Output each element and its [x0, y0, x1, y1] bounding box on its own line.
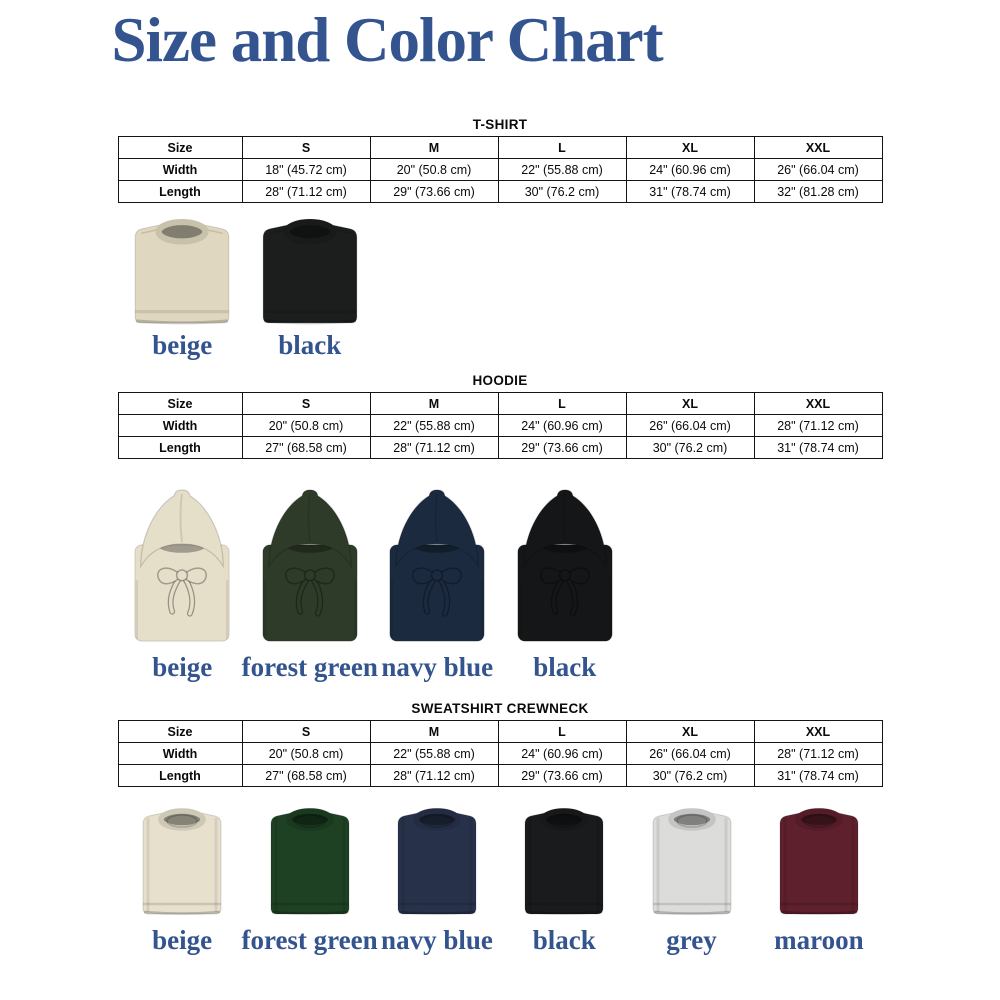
hoodie-icon: [128, 484, 236, 650]
col-header-m: M: [370, 393, 498, 415]
swatch-label: navy blue: [381, 652, 494, 683]
row-label-width: Width: [118, 743, 242, 765]
color-swatch-beige: [119, 805, 246, 956]
size-cell: 28" (71.12 cm): [370, 765, 498, 787]
table-header-row: [118, 721, 882, 743]
swatch-label: beige: [152, 652, 213, 683]
hoodie-icon: [511, 484, 619, 650]
size-cell: 29" (73.66 cm): [370, 181, 498, 203]
col-header-xl: XL: [626, 721, 754, 743]
color-swatch-beige: [119, 216, 247, 361]
swatch-label: forest green: [241, 925, 378, 956]
row-label-length: Length: [118, 181, 242, 203]
size-cell: 28" (71.12 cm): [370, 437, 498, 459]
row-label-length: Length: [118, 765, 242, 787]
size-cell: 31" (78.74 cm): [754, 765, 882, 787]
row-label-length: Length: [118, 437, 242, 459]
tshirt-icon: [259, 216, 361, 328]
crewneck-section-title: SWEATSHIRT CREWNECK: [411, 701, 589, 717]
size-cell: 22" (55.88 cm): [370, 415, 498, 437]
table-row: [118, 437, 882, 459]
crewneck-icon: [514, 805, 614, 923]
table-row: [118, 765, 882, 787]
hoodie-swatch-row: [119, 484, 883, 683]
crewneck-size-table: [118, 720, 883, 787]
size-cell: 30" (76.2 cm): [498, 181, 626, 203]
tshirt-icon: [131, 216, 233, 328]
size-cell: 22" (55.88 cm): [498, 159, 626, 181]
crewneck-swatch-row: [119, 805, 883, 956]
swatch-label: maroon: [774, 925, 864, 956]
col-header-l: L: [498, 393, 626, 415]
tshirt-swatch-row: [119, 216, 883, 361]
swatch-label: black: [278, 330, 342, 361]
size-cell: 27" (68.58 cm): [242, 765, 370, 787]
crewneck-icon: [769, 805, 869, 923]
col-header-s: S: [242, 137, 370, 159]
size-cell: 32" (81.28 cm): [754, 181, 882, 203]
size-cell: 29" (73.66 cm): [498, 765, 626, 787]
color-swatch-beige: [119, 484, 247, 683]
table-row: [118, 159, 882, 181]
col-header-xl: XL: [626, 393, 754, 415]
swatch-label: grey: [666, 925, 717, 956]
crewneck-icon: [260, 805, 360, 923]
col-header-xxl: XXL: [754, 393, 882, 415]
swatch-label: black: [532, 925, 596, 956]
size-cell: 27" (68.58 cm): [242, 437, 370, 459]
swatch-label: navy blue: [381, 925, 493, 956]
size-cell: 29" (73.66 cm): [498, 437, 626, 459]
col-header-size: Size: [118, 137, 242, 159]
color-swatch-navy-blue: [374, 484, 502, 683]
tshirt-section-title: T-SHIRT: [472, 117, 528, 133]
hoodie-icon: [383, 484, 491, 650]
size-cell: 28" (71.12 cm): [754, 743, 882, 765]
size-cell: 20" (50.8 cm): [242, 415, 370, 437]
color-swatch-navy-blue: [373, 805, 500, 956]
swatch-label: forest green: [241, 652, 378, 683]
col-header-l: L: [498, 721, 626, 743]
col-header-s: S: [242, 721, 370, 743]
col-header-size: Size: [118, 721, 242, 743]
crewneck-icon: [132, 805, 232, 923]
table-row: [118, 415, 882, 437]
col-header-xxl: XXL: [754, 721, 882, 743]
color-swatch-forest-green: [241, 805, 378, 956]
size-cell: 26" (66.04 cm): [754, 159, 882, 181]
size-cell: 20" (50.8 cm): [370, 159, 498, 181]
size-cell: 28" (71.12 cm): [754, 415, 882, 437]
row-label-width: Width: [118, 415, 242, 437]
table-row: [118, 181, 882, 203]
crewneck-icon: [642, 805, 742, 923]
size-cell: 30" (76.2 cm): [626, 437, 754, 459]
size-cell: 30" (76.2 cm): [626, 765, 754, 787]
hoodie-section-title: HOODIE: [472, 373, 528, 389]
color-swatch-black: [501, 484, 629, 683]
swatch-label: black: [533, 652, 597, 683]
crewneck-icon: [387, 805, 487, 923]
col-header-xl: XL: [626, 137, 754, 159]
col-header-size: Size: [118, 393, 242, 415]
col-header-m: M: [370, 137, 498, 159]
size-cell: 20" (50.8 cm): [242, 743, 370, 765]
swatch-label: beige: [152, 925, 213, 956]
tshirt-size-table: [118, 136, 883, 203]
table-header-row: [118, 137, 882, 159]
color-swatch-black: [246, 216, 374, 361]
hoodie-section: [118, 373, 883, 683]
hoodie-icon: [256, 484, 364, 650]
color-swatch-maroon: [755, 805, 882, 956]
content: [111, 0, 883, 956]
table-row: [118, 743, 882, 765]
size-cell: 28" (71.12 cm): [242, 181, 370, 203]
tshirt-section: [118, 117, 883, 361]
size-cell: 31" (78.74 cm): [626, 181, 754, 203]
color-swatch-forest-green: [241, 484, 378, 683]
size-cell: 26" (66.04 cm): [626, 415, 754, 437]
color-swatch-grey: [628, 805, 755, 956]
row-label-width: Width: [118, 159, 242, 181]
size-cell: 24" (60.96 cm): [626, 159, 754, 181]
table-header-row: [118, 393, 882, 415]
swatch-label: beige: [152, 330, 213, 361]
col-header-s: S: [242, 393, 370, 415]
hoodie-size-table: [118, 392, 883, 459]
color-swatch-black: [501, 805, 628, 956]
crewneck-section: [118, 701, 883, 956]
size-cell: 24" (60.96 cm): [498, 743, 626, 765]
size-cell: 18" (45.72 cm): [242, 159, 370, 181]
size-cell: 22" (55.88 cm): [370, 743, 498, 765]
size-cell: 24" (60.96 cm): [498, 415, 626, 437]
page-title: Size and Color Chart: [111, 5, 663, 75]
col-header-m: M: [370, 721, 498, 743]
col-header-xxl: XXL: [754, 137, 882, 159]
col-header-l: L: [498, 137, 626, 159]
size-cell: 31" (78.74 cm): [754, 437, 882, 459]
size-cell: 26" (66.04 cm): [626, 743, 754, 765]
